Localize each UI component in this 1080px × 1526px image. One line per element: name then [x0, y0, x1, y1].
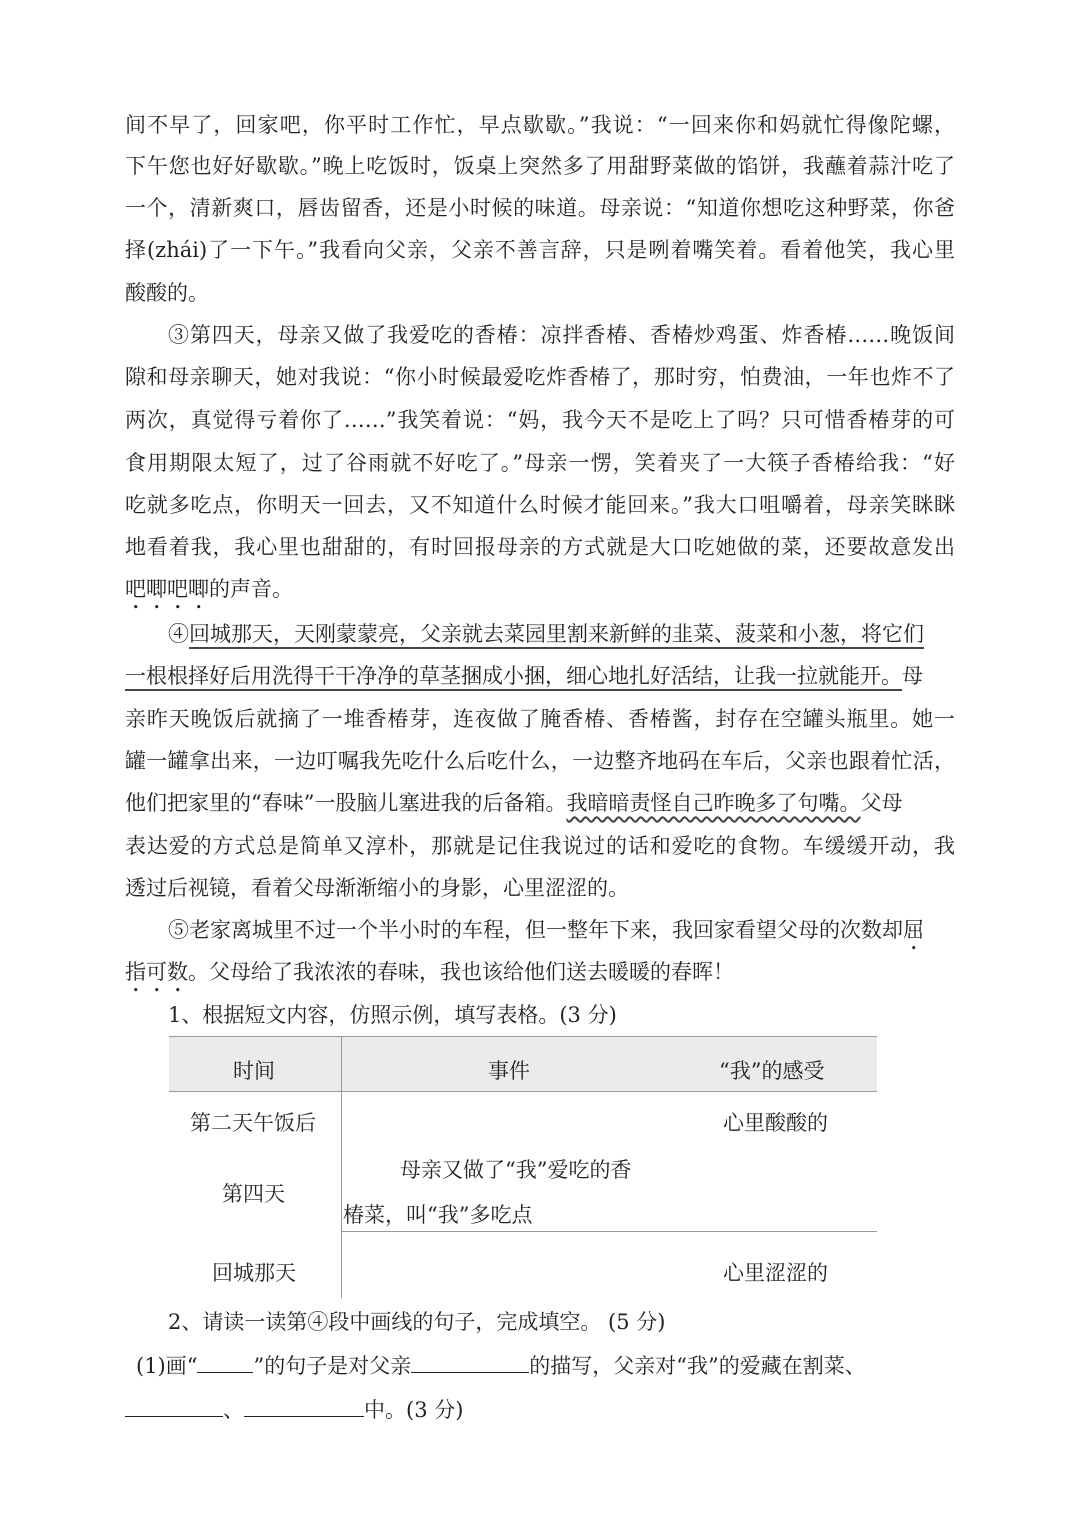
text-line-content: 的描写，父亲对“我”的爱藏在割菜、	[529, 1354, 866, 1378]
text-line	[168, 315, 955, 355]
text-line	[125, 826, 955, 866]
text-line-content: 父母	[860, 791, 903, 815]
question-2-sub1	[136, 1346, 955, 1386]
text-line	[125, 400, 955, 440]
table-cell-feeling: 心里酸酸的	[723, 1111, 828, 1135]
text-line-content: 母	[902, 664, 923, 688]
text-line-content: ③第四天，母亲又做了我爱吃的香椿：凉拌香椿、香椿炒鸡蛋、炸香椿……晚饭间	[168, 323, 955, 347]
text-line	[125, 699, 955, 739]
dotted-emphasis: 屈	[903, 918, 924, 942]
text-line-content: 下午您也好好歇歇。”晚上吃饭时，饭桌上突然多了用甜野菜做的馅饼，我蘸着蒜汁吃了	[125, 154, 955, 178]
text-line-content: 吃就多吃点，你明天一回去，又不知道什么时候才能回来。”我大口咀嚼着，母亲笑眯眯	[125, 493, 955, 517]
dotted-emphasis: 指可数	[125, 960, 188, 984]
dotted-emphasis: 吧唧吧唧	[125, 577, 209, 601]
text-line	[125, 273, 955, 313]
answer-blank[interactable]	[244, 1394, 364, 1417]
text-line	[125, 485, 955, 525]
text-line-content: 一个，清新爽口，唇齿留香，还是小时候的味道。母亲说：“知道你想吃这种野菜，你爸	[125, 196, 955, 220]
answer-blank[interactable]	[125, 1394, 223, 1417]
text-line-content: 食用期限太短了，过了谷雨就不好吃了。”母亲一愣，笑着夹了一大筷子香椿给我：“好	[125, 451, 955, 475]
text-line-content: 透过后视镜，看着父母渐渐缩小的身影，心里涩涩的。	[125, 876, 629, 900]
text-line-content: ”的句子是对父亲	[253, 1354, 412, 1378]
table-header-time: 时间	[233, 1059, 275, 1083]
text-line-content: 中。(3 分)	[364, 1398, 464, 1422]
paragraph-number: ④	[168, 622, 189, 646]
text-line	[125, 443, 955, 483]
table-cell-event: 椿菜，叫“我”多吃点	[343, 1203, 533, 1227]
text-line-content: 隙和母亲聊天，她对我说：“你小时候最爱吃炸香椿了，那时穷，怕费油，一年也炸不了	[125, 365, 955, 389]
table-column-divider	[341, 1036, 342, 1298]
text-line-content: 的声音。	[209, 577, 293, 601]
table-cell-time: 第二天午饭后	[190, 1111, 316, 1135]
text-line-content: (1)画“	[136, 1354, 198, 1378]
text-line	[125, 741, 955, 781]
text-line-content: 两次，真觉得亏着你了……”我笑着说：“妈，我今天不是吃上了吗？只可惜香椿芽的可	[125, 408, 955, 432]
text-line-content: 酸酸的。	[125, 281, 209, 305]
table-header-feeling: “我”的感受	[719, 1059, 825, 1083]
wavy-underlined-sentence: 我暗暗责怪自己昨晚多了句嘴。	[566, 791, 861, 815]
text-line	[125, 656, 955, 696]
text-line	[125, 230, 955, 270]
underlined-sentence: 一根根择好后用洗得干干净净的草茎捆成小捆，细心地扎好活结，让我一拉就能开。	[125, 664, 902, 688]
table-cell-time: 回城那天	[212, 1261, 296, 1285]
text-line	[125, 783, 955, 823]
text-line	[168, 614, 955, 654]
text-line	[125, 146, 955, 186]
underlined-sentence: 回城那天，天刚蒙蒙亮，父亲就去菜园里割来新鲜的韭菜、菠菜和小葱，将它们	[189, 622, 924, 646]
text-line	[125, 868, 955, 908]
text-line	[125, 357, 955, 397]
text-line-content: 表达爱的方式总是简单又淳朴，那就是记住我说过的话和爱吃的食物。车缓缓开动，我	[125, 834, 955, 858]
answer-blank[interactable]	[197, 1350, 253, 1373]
table-cell-feeling: 心里涩涩的	[723, 1261, 828, 1285]
text-line-content: 亲昨天晚饭后就摘了一堆香椿芽，连夜做了腌香椿、香椿酱，封存在空罐头瓶里。她一	[125, 707, 955, 731]
text-line-content: 择(zhái)了一下午。”我看向父亲，父亲不善言辞，只是咧着嘴笑着。看着他笑，我心里	[125, 238, 955, 262]
question-2-sub1-cont	[125, 1390, 955, 1430]
table-cell-event: 母亲又做了“我”爱吃的香	[400, 1158, 632, 1182]
answer-blank[interactable]	[411, 1350, 529, 1373]
question-1-prompt: 1、根据短文内容，仿照示例，填写表格。(3 分)	[168, 1003, 617, 1027]
text-line-content: ⑤老家离城里不过一个半小时的车程，但一整年下来，我回家看望父母的次数却	[168, 918, 903, 942]
table-row-divider	[341, 1231, 877, 1232]
text-line	[125, 569, 955, 609]
table-header-event: 事件	[488, 1059, 530, 1083]
text-line	[125, 105, 955, 145]
text-line-content: 、	[223, 1398, 244, 1422]
text-line-content: 间不早了，回家吧，你平时工作忙，早点歇歇。”我说：“一回来你和妈就忙得像陀螺，	[125, 113, 955, 137]
text-line-content: 地看着我，我心里也甜甜的，有时回报母亲的方式就是大口吃她做的菜，还要故意发出	[125, 535, 955, 559]
text-line	[125, 952, 955, 992]
text-line	[168, 910, 955, 950]
text-line-content: 罐一罐拿出来，一边叮嘱我先吃什么后吃什么，一边整齐地码在车后，父亲也跟着忙活，	[125, 749, 955, 773]
text-line	[125, 527, 955, 567]
question-2-prompt: 2、请读一读第④段中画线的句子，完成填空。 (5 分)	[168, 1310, 666, 1334]
table-cell-time: 第四天	[222, 1182, 285, 1206]
text-line	[125, 188, 955, 228]
text-line-content: 他们把家里的“春味”一股脑儿塞进我的后备箱。	[125, 791, 567, 815]
text-line-content: 。父母给了我浓浓的春味，我也该给他们送去暖暖的春晖！	[188, 960, 734, 984]
